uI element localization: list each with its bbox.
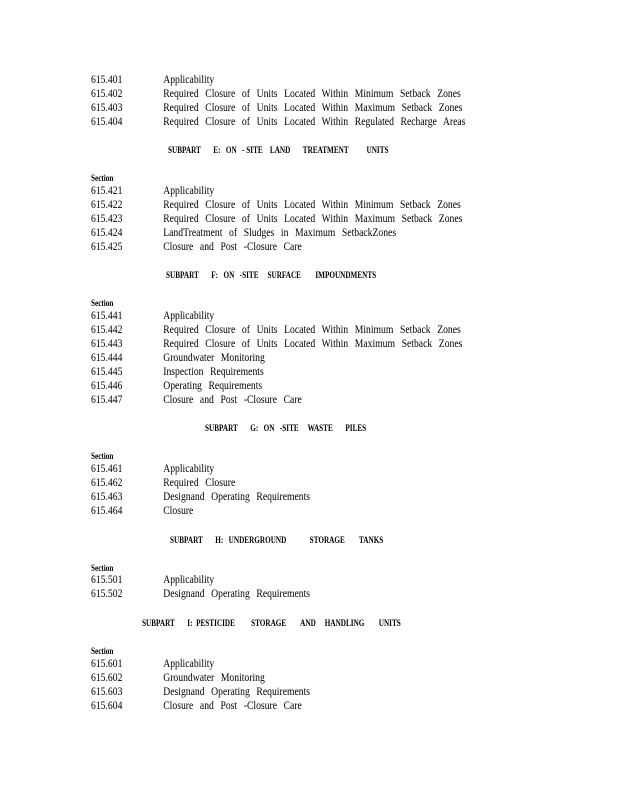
subpart-heading: SUBPART I: PESTICIDE STORAGE AND HANDLING UNITS [142, 618, 401, 628]
section-title: Closure [163, 505, 194, 517]
section-title: Applicability [163, 310, 215, 322]
section-title: Applicability [163, 574, 215, 586]
toc-row [91, 393, 302, 407]
section-number: 615.401 [91, 74, 123, 86]
section-number: 615.425 [91, 241, 123, 253]
toc-row [91, 226, 396, 240]
section-number: 615.604 [91, 700, 123, 712]
section-title: Operating Requirements [163, 380, 263, 392]
toc-row [91, 212, 462, 226]
toc-row [91, 309, 214, 323]
toc-row [91, 699, 302, 713]
section-title: Required Closure [163, 477, 236, 489]
toc-row [91, 323, 461, 337]
section-label: Section [91, 563, 114, 573]
section-number: 615.441 [91, 310, 123, 322]
subpart-heading: SUBPART H: UNDERGROUND STORAGE TANKS [170, 535, 384, 545]
subpart-heading: SUBPART G: ON -SITE WASTE PILES [205, 423, 367, 433]
toc-row [91, 73, 214, 87]
subpart-heading: SUBPART E: ON - SITE LAND TREATMENT UNITS [168, 145, 389, 155]
toc-row [91, 504, 193, 518]
toc-row [91, 337, 462, 351]
toc-row [91, 476, 235, 490]
toc-row [91, 115, 465, 129]
section-title: Closure and Post -Closure Care [163, 700, 302, 712]
section-number: 615.403 [91, 102, 123, 114]
section-title: Inspection Requirements [163, 366, 264, 378]
section-number: 615.446 [91, 380, 123, 392]
toc-row [91, 198, 461, 212]
section-label: Section [91, 646, 114, 656]
section-number: 615.461 [91, 463, 123, 475]
section-title: Applicability [163, 185, 215, 197]
toc-row [91, 351, 265, 365]
section-number: 615.603 [91, 686, 123, 698]
section-title: Closure and Post -Closure Care [163, 394, 302, 406]
section-title: Applicability [163, 74, 215, 86]
section-number: 615.502 [91, 588, 123, 600]
section-number: 615.464 [91, 505, 123, 517]
section-number: 615.602 [91, 672, 123, 684]
section-title: Required Closure of Units Located Within Maximum Setback Zones [163, 213, 463, 225]
section-label: Section [91, 298, 114, 308]
section-title: Required Closure of Units Located Within Regulated Recharge Areas [163, 116, 466, 128]
section-number: 615.443 [91, 338, 123, 350]
section-title: Required Closure of Units Located Within Minimum Setback Zones [163, 199, 461, 211]
section-title: Applicability [163, 658, 215, 670]
section-number: 615.422 [91, 199, 123, 211]
toc-row [91, 462, 214, 476]
toc-row [91, 657, 214, 671]
section-number: 615.421 [91, 185, 123, 197]
toc-row [91, 101, 462, 115]
section-title: Groundwater Monitoring [163, 672, 265, 684]
section-title: Required Closure of Units Located Within Minimum Setback Zones [163, 88, 461, 100]
section-number: 615.402 [91, 88, 123, 100]
toc-row [91, 365, 264, 379]
section-title: Groundwater Monitoring [163, 352, 265, 364]
section-number: 615.463 [91, 491, 123, 503]
toc-row [91, 671, 265, 685]
section-number: 615.601 [91, 658, 123, 670]
toc-row [91, 685, 310, 699]
toc-row [91, 184, 214, 198]
toc-row [91, 87, 461, 101]
section-title: Required Closure of Units Located Within Maximum Setback Zones [163, 338, 463, 350]
toc-row [91, 379, 262, 393]
section-title: Closure and Post -Closure Care [163, 241, 302, 253]
section-title: Designand Operating Requirements [163, 588, 311, 600]
section-title: Applicability [163, 463, 215, 475]
section-title: Designand Operating Requirements [163, 686, 311, 698]
section-number: 615.447 [91, 394, 123, 406]
section-number: 615.501 [91, 574, 123, 586]
section-number: 615.444 [91, 352, 123, 364]
section-label: Section [91, 173, 114, 183]
section-title: LandTreatment of Sludges in Maximum SetbackZones [163, 227, 397, 239]
section-number: 615.423 [91, 213, 123, 225]
section-title: Required Closure of Units Located Within Maximum Setback Zones [163, 102, 463, 114]
section-title: Designand Operating Requirements [163, 491, 311, 503]
toc-row [91, 573, 214, 587]
section-title: Required Closure of Units Located Within Minimum Setback Zones [163, 324, 461, 336]
section-label: Section [91, 451, 114, 461]
toc-row [91, 587, 310, 601]
section-number: 615.462 [91, 477, 123, 489]
section-number: 615.442 [91, 324, 123, 336]
toc-row [91, 490, 310, 504]
toc-row [91, 240, 302, 254]
subpart-heading: SUBPART F: ON -SITE SURFACE IMPOUNDMENTS [166, 270, 377, 280]
section-number: 615.424 [91, 227, 123, 239]
section-number: 615.445 [91, 366, 123, 378]
section-number: 615.404 [91, 116, 123, 128]
